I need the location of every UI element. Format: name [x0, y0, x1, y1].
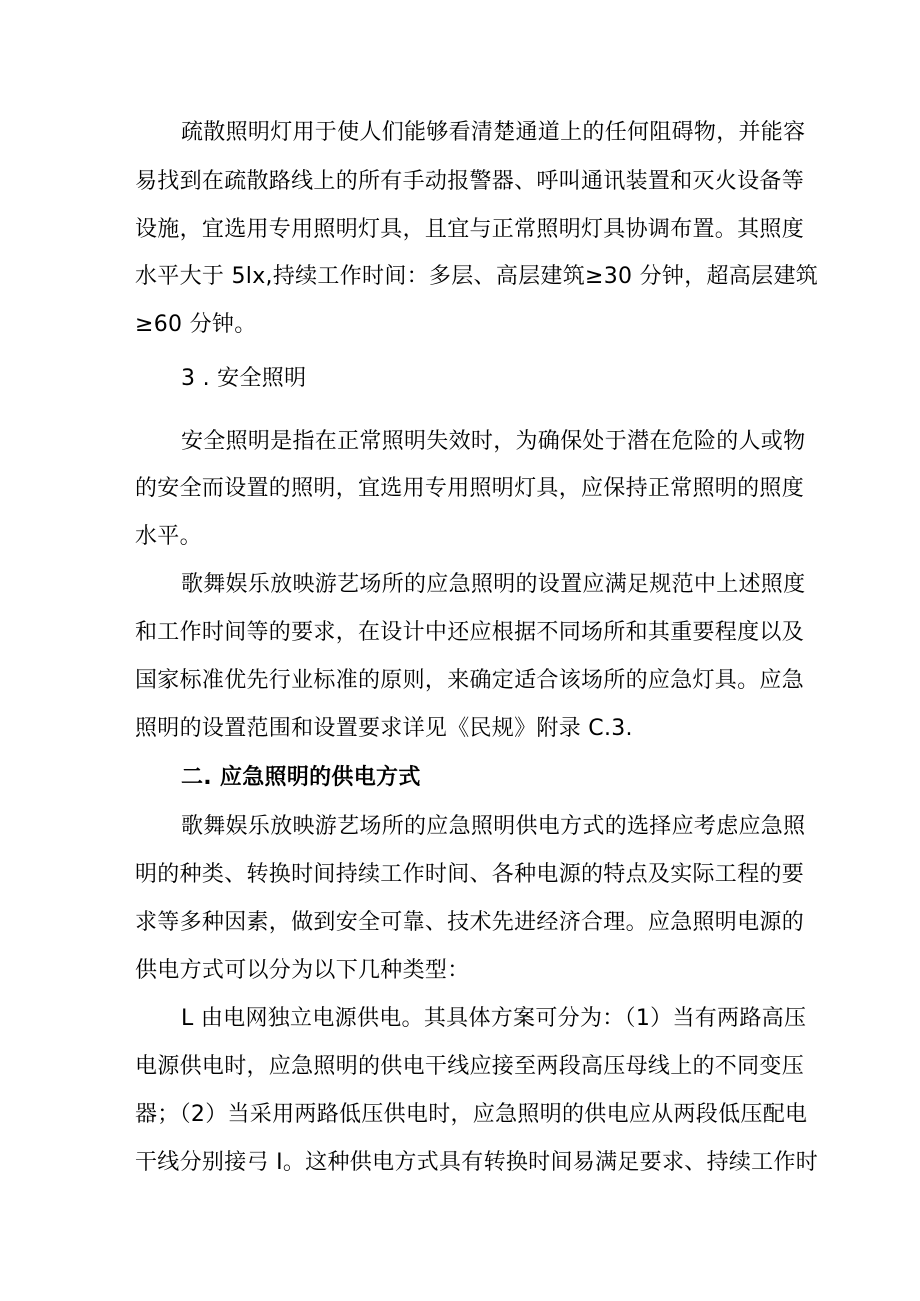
text-line: 照明的设置范围和设置要求详见《民规》附录 C.3. — [135, 716, 633, 741]
text-line: 的安全而设置的照明，宜选用专用照明灯具，应保持正常照明的照度 — [135, 476, 805, 501]
text-line: 设施，宜选用专用照明灯具，且宜与正常照明灯具协调布置。其照度 — [135, 217, 805, 242]
text-line: 供电方式可以分为以下几种类型： — [135, 958, 470, 983]
section-heading: 二. 应急照明的供电方式 — [181, 765, 421, 790]
text-line: 求等多种因素，做到安全可靠、技术先进经济合理。应急照明电源的 — [135, 910, 805, 935]
text-line: 国家标准优先行业标准的原则，来确定适合该场所的应急灯具。应急 — [135, 668, 805, 693]
text-line: 歌舞娱乐放映游艺场所的应急照明的设置应满足规范中上述照度 — [181, 572, 806, 597]
text-line: 电源供电时，应急照明的供电干线应接至两段高压母线上的不同变压 — [135, 1054, 805, 1079]
text-line: 干线分别接弓 I。这种供电方式具有转换时间易满足要求、持续工作时 — [135, 1150, 819, 1175]
text-line: 水平。 — [135, 524, 202, 549]
text-line: 和工作时间等的要求，在设计中还应根据不同场所和其重要程度以及 — [135, 620, 805, 645]
text-line: 明的种类、转换时间持续工作时间、各种电源的特点及实际工程的要 — [135, 862, 805, 887]
text-line: 安全照明是指在正常照明失效时，为确保处于潜在危险的人或物 — [181, 429, 806, 454]
text-line: 易找到在疏散路线上的所有手动报警器、呼叫通讯装置和灭火设备等 — [135, 169, 805, 194]
text-line: 疏散照明灯用于使人们能够看清楚通道上的任何阻碍物，并能容 — [181, 120, 806, 145]
section-heading: 3 . 安全照明 — [181, 366, 307, 391]
text-line: L 由电网独立电源供电。其具体方案可分为：（1）当有两路高压 — [181, 1006, 807, 1031]
text-line: ≥60 分钟。 — [135, 312, 257, 337]
text-line: 水平大于 5lx,持续工作时间：多层、高层建筑≥30 分钟，超高层建筑 — [135, 264, 819, 289]
text-line: 歌舞娱乐放映游艺场所的应急照明供电方式的选择应考虑应急照 — [181, 814, 806, 839]
text-line: 器；（2）当采用两路低压供电时，应急照明的供电应从两段低压配电 — [135, 1102, 808, 1127]
